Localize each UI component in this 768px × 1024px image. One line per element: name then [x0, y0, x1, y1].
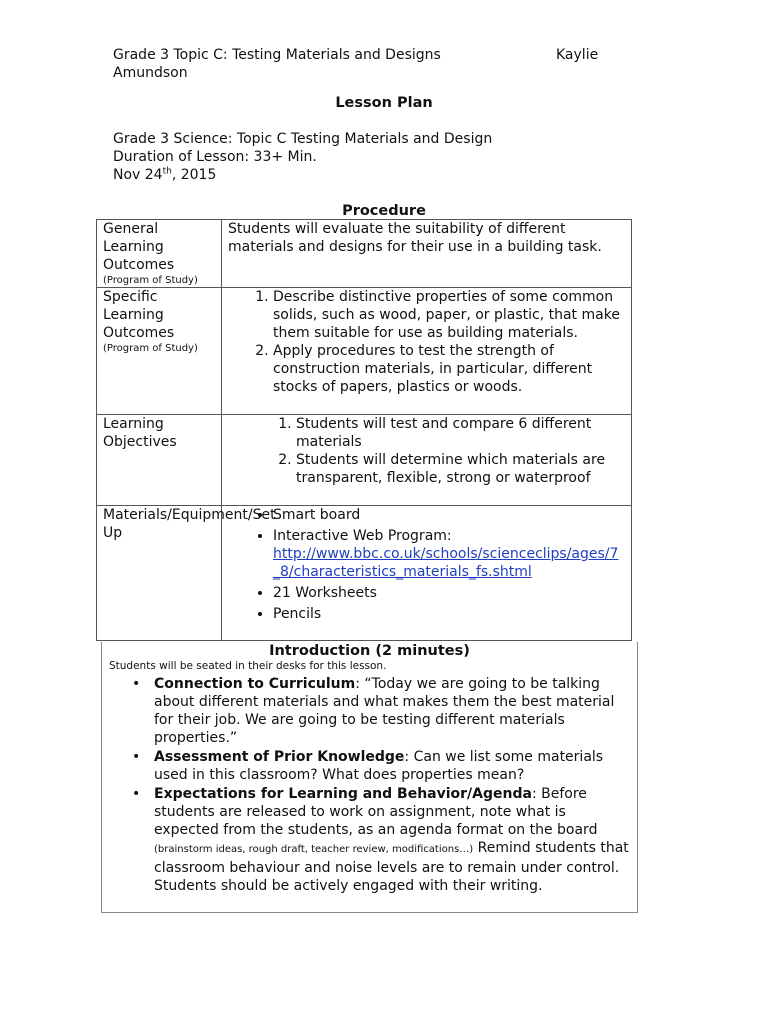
list-item: 2. Apply procedures to test the strength of construction materials, in particular, different stocks of papers, plastics or woods. — [273, 342, 625, 396]
materials-cell — [222, 506, 632, 641]
general-outcomes-label: General Learning Outcomes (Program of Study) — [97, 220, 222, 288]
web-program-link[interactable]: http://www.bbc.co.uk/schools/scienceclips/ages/7_8/characteristics_materials_fs.shtml — [273, 546, 619, 580]
table-row — [97, 415, 632, 506]
lesson-duration: Duration of Lesson: 33+ Min. — [113, 149, 317, 165]
connection-label: Connection to Curriculum — [154, 676, 356, 692]
list-item: 1. Students will test and compare 6 different materials — [296, 415, 625, 451]
header-topic: Grade 3 Topic C: Testing Materials and Designs — [113, 47, 441, 63]
introduction-section — [101, 642, 638, 913]
program-of-study-note: (Program of Study) — [103, 343, 198, 354]
list-item: • Interactive Web Program: http://www.bbc.co.uk/schools/scienceclips/ages/7_8/characteristics_materials_fs.shtml — [273, 527, 625, 581]
lesson-subject: Grade 3 Science: Topic C Testing Materials and Design — [113, 131, 493, 147]
introduction-note: Students will be seated in their desks for this lesson. — [109, 660, 387, 672]
list-item: • Expectations for Learning and Behavior/Agenda: Before students are released to work on assignment, note what is expected from the students, as an agenda format on the board (brainstorm ideas, rough draft, teacher review, modifications…) Remind students that classroom behaviour and noise levels are to remain under control. Students should be actively engaged with their writing. — [154, 785, 632, 895]
expectations-label: Expectations for Learning and Behavior/Agenda — [154, 786, 532, 802]
introduction-list — [154, 675, 632, 896]
list-item: • 21 Worksheets — [273, 584, 625, 602]
program-of-study-note: (Program of Study) — [103, 275, 198, 286]
table-row — [97, 288, 632, 415]
list-item: • Assessment of Prior Knowledge: Can we list some materials used in this classroom? What does properties mean? — [154, 748, 632, 784]
materials-label: Materials/Equipment/Set Up — [97, 506, 222, 641]
learning-objectives-cell — [222, 415, 632, 506]
header-author-last: Amundson — [113, 65, 188, 81]
learning-objectives-label: Learning Objectives — [97, 415, 222, 506]
list-item: 1. Describe distinctive properties of some common solids, such as wood, paper, or plastic, that make them suitable for use as building materials. — [273, 288, 625, 342]
assessment-label: Assessment of Prior Knowledge — [154, 749, 405, 765]
specific-outcomes-cell — [222, 288, 632, 415]
lesson-info — [113, 130, 492, 184]
header-author-first: Kaylie — [556, 47, 599, 63]
list-item: • Connection to Curriculum: “Today we are going to be talking about different materials and what makes them the best material for their job. We are going to be testing different materials properties.” — [154, 675, 632, 747]
specific-outcomes-label: Specific Learning Outcomes (Program of Study) — [97, 288, 222, 415]
page-title: Lesson Plan — [335, 95, 433, 111]
table-row — [97, 506, 632, 641]
procedure-table — [96, 219, 632, 641]
list-item: • Smart board — [273, 506, 625, 524]
introduction-heading: Introduction (2 minutes) — [269, 643, 470, 659]
general-outcomes-text: Students will evaluate the suitability of different materials and designs for their use in a building task. — [222, 220, 632, 288]
procedure-heading: Procedure — [342, 203, 426, 219]
list-item: 2. Students will determine which materials are transparent, flexible, strong or waterproof — [296, 451, 625, 487]
table-row — [97, 220, 632, 288]
lesson-date: Nov 24th, 2015 — [113, 166, 217, 183]
list-item: • Pencils — [273, 605, 625, 623]
document-header — [113, 46, 613, 82]
